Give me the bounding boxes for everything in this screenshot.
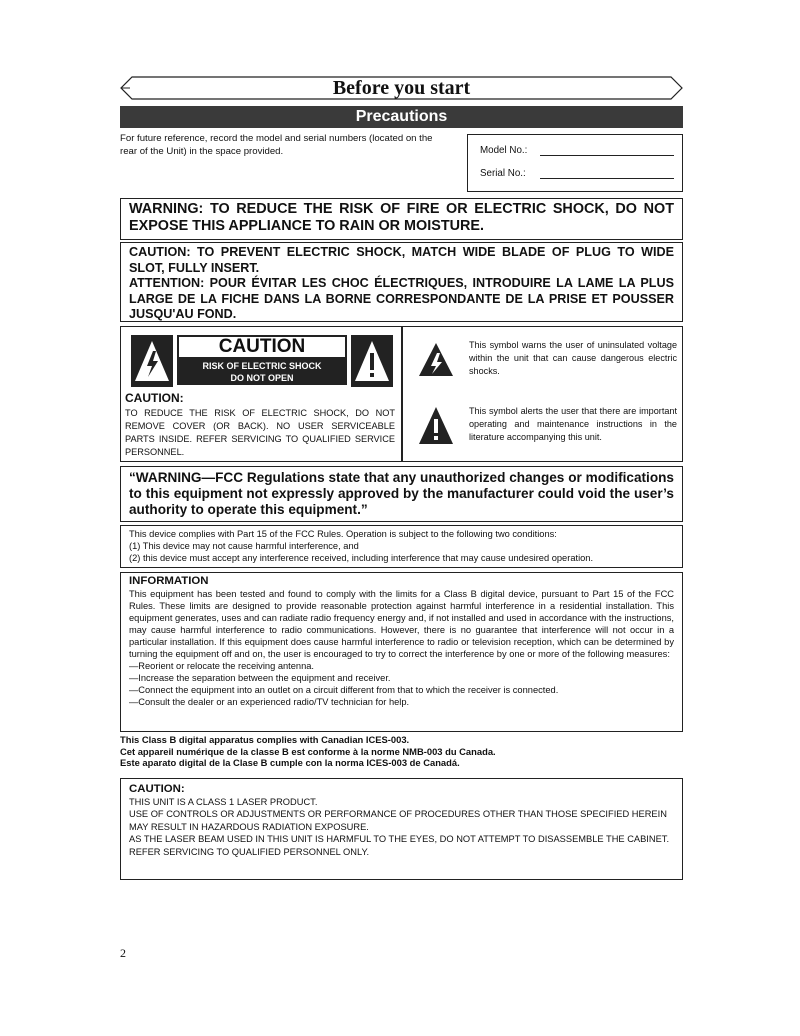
model-underline: [540, 155, 674, 156]
caution-sub-line1: RISK OF ELECTRIC SHOCK: [202, 361, 322, 371]
fcc-warning-box: “WARNING—FCC Regulations state that any unauthorized changes or modifications to this equipment not expressly approved by the manufacturer could void the user’s authority to operate this equipment.”: [120, 466, 683, 522]
information-title: INFORMATION: [129, 575, 209, 587]
section-title-bar: Precautions: [120, 106, 683, 128]
class-b-french: Cet appareil numérique de la classe B est conforme à la norme NMB-003 du Canada.: [120, 745, 496, 757]
symbol-explanations-panel: [402, 326, 683, 462]
exclamation-symbol-text: This symbol alerts the user that there are important operating and maintenance instructions in the literature accompanying this unit.: [469, 406, 677, 442]
lightning-warning-icon: [131, 335, 173, 387]
plug-caution-english: CAUTION: TO PREVENT ELECTRIC SHOCK, MATCH WIDE BLADE OF PLUG TO WIDE SLOT, FULLY INSERT.: [129, 245, 674, 275]
class-b-statement: [120, 734, 683, 769]
page-title: Before you start: [332, 77, 471, 99]
caution-sub-line2: DO NOT OPEN: [230, 373, 294, 383]
measure-item: —Connect the equipment into an outlet on a circuit different from that to which the receiver is connected.: [129, 685, 559, 695]
measure-item: —Reorient or relocate the receiving antenna.: [129, 661, 315, 671]
laser-caution-title: CAUTION:: [129, 783, 185, 795]
model-label: Model No.:: [480, 145, 528, 156]
class-b-spanish: Este aparato digital de la Clase B cumple con la norma ICES-003 de Canadá.: [120, 757, 460, 768]
laser-line: USE OF CONTROLS OR ADJUSTMENTS OR PERFORMANCE OF PROCEDURES OTHER THAN THOSE SPECIFIED HEREIN MAY RESULT IN HAZARDOUS RADIATION EXPOSURE.: [129, 809, 667, 832]
measure-item: —Consult the dealer or an experienced radio/TV technician for help.: [129, 697, 410, 707]
exclamation-warning-icon: [351, 335, 393, 387]
fcc-line: (2) this device must accept any interference received, including interference that may cause undesired operation.: [129, 553, 594, 563]
serial-line: [480, 168, 526, 179]
laser-line: REFER SERVICING TO QUALIFIED PERSONNEL ONLY.: [129, 846, 370, 857]
caution-title: CAUTION:: [125, 391, 184, 405]
fcc-line: This device complies with Part 15 of the FCC Rules. Operation is subject to the following two conditions:: [129, 529, 557, 539]
laser-caution-box: [120, 778, 683, 880]
laser-line: THIS UNIT IS A CLASS 1 LASER PRODUCT.: [129, 797, 318, 807]
header-banner: [120, 76, 683, 100]
lightning-triangle-icon: [417, 341, 455, 379]
class-b-english: This Class B digital apparatus complies with Canadian ICES-003.: [120, 734, 410, 745]
rain-moisture-warning: WARNING: TO REDUCE THE RISK OF FIRE OR ELECTRIC SHOCK, DO NOT EXPOSE THIS APPLIANCE TO RAIN OR MOISTURE.: [120, 198, 683, 240]
measure-item: —Increase the separation between the equipment and receiver.: [129, 673, 391, 683]
information-body: This equipment has been tested and found to comply with the limits for a Class B digital device, pursuant to Part 15 of the FCC Rules. These limits are designed to provide reasonable protection against harmful interference in a residential installation. This equipment generates, uses and can radiate radio frequency energy and, if not installed and used in accordance with the instructions, may cause harmful interference to radio communications. However, there is no guarantee that interference will not occur in a particular installation. If this equipment does cause harmful interference to radio or television reception, which can be determined by turning the equipment off and on, the user is encouraged to try to correct the interference by one or more of the following measures:: [129, 589, 674, 659]
laser-line: AS THE LASER BEAM USED IN THIS UNIT IS HARMFUL TO THE EYES, DO NOT ATTEMPT TO DISASSEMBLE THE CABINET.: [129, 834, 670, 845]
caution-sub-label: [177, 358, 347, 385]
intro-text: For future reference, record the model and serial numbers (located on the rear of the Unit) in the space provided.: [120, 133, 433, 157]
serial-label: Serial No.:: [480, 168, 526, 179]
information-box: [120, 572, 683, 732]
fcc-part15-box: [120, 525, 683, 568]
caution-label: CAUTION: [177, 335, 347, 359]
fcc-line: (1) This device may not cause harmful interference, and: [129, 541, 359, 551]
model-line: [480, 145, 527, 156]
lightning-symbol-text: This symbol warns the user of uninsulated voltage within the unit that can cause dangerous electric shocks.: [469, 340, 677, 376]
serial-underline: [540, 178, 674, 179]
page-number: 2: [120, 946, 126, 960]
plug-caution-french: ATTENTION: POUR ÉVITAR LES CHOC ÉLECTRIQUES, INTRODUIRE LA LAME LA PLUS LARGE DE LA FICHE DANS LA BORNE CORRESPONDANTE DE LA PRISE ET POUSSER JUSQU'AU FOND.: [129, 276, 674, 321]
model-serial-box: [467, 134, 683, 192]
caution-body: TO REDUCE THE RISK OF ELECTRIC SHOCK, DO NOT REMOVE COVER (OR BACK). NO USER SERVICEABLE PARTS INSIDE. REFER SERVICING TO QUALIFIED SERVICE PERSONNEL.: [125, 408, 395, 457]
caution-panel: [120, 326, 402, 462]
exclamation-triangle-icon: [417, 405, 455, 447]
plug-caution-box: [120, 242, 683, 322]
